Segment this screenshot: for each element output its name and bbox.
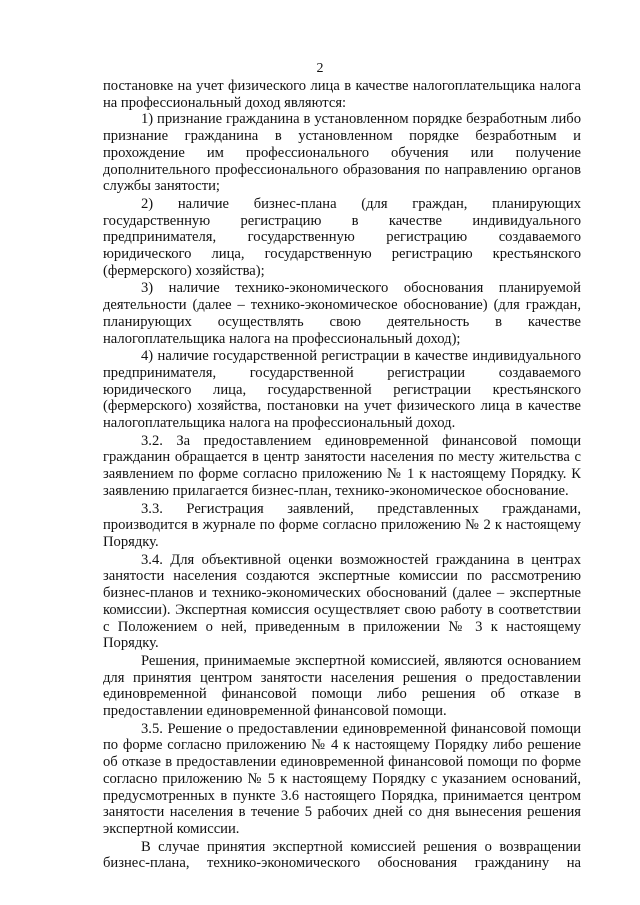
paragraph-3-5: 3.5. Решение о предоставлении единовременной финансовой помощи по форме согласно приложению № 4 к настоящему Порядку либо решение об отказе в предоставлении единовременной финансовой помощи по форме согласно приложению № 5 к настоящему Порядку с указанием оснований, предусмотренных в пункте 3.6 настоящего Порядка, принимается центром занятости населения в течение 5 рабочих дней со дня вынесения решения экспертной комиссии. bbox=[103, 720, 581, 837]
paragraph-3-2: 3.2. За предоставлением единовременной финансовой помощи гражданин обращается в центр занятости населения по месту жительства с заявлением по форме согласно приложению № 1 к настоящему Порядку. К заявлению прилагается бизнес-план, технико-экономическое обоснование. bbox=[103, 432, 581, 499]
paragraph-return-case: В случае принятия экспертной комиссией решения о возвращении бизнес-плана, технико-экономического обоснования гражданину на bbox=[103, 838, 581, 872]
paragraph-3-3: 3.3. Регистрация заявлений, представленных гражданами, производится в журнале по форме согласно приложению № 2 к настоящему Порядку. bbox=[103, 500, 581, 550]
document-body bbox=[103, 78, 581, 872]
paragraph-decisions: Решения, принимаемые экспертной комиссией, являются основанием для принятия центром занятости населения решения о предоставлении единовременной финансовой помощи либо решения об отказе в предоставлении единовременной финансовой помощи. bbox=[103, 652, 581, 720]
paragraph-intro: постановке на учет физического лица в качестве налогоплательщика налога на профессиональный доход являются: bbox=[103, 78, 581, 111]
paragraph-item-3: 3) наличие технико-экономического обоснования планируемой деятельности (далее – технико-экономическое обоснование) (для граждан, планирующих осуществлять свою деятельность в качестве налогоплательщика налога на профессиональный доход); bbox=[103, 280, 581, 347]
page-number: 2 bbox=[316, 61, 324, 76]
paragraph-3-4: 3.4. Для объективной оценки возможностей гражданина в центрах занятости населения создаются экспертные комиссии по рассмотрению бизнес-планов и технико-экономических обоснований (далее – экспертные комиссии). Экспертная комиссия осуществляет свою работу в соответствии с Положением о ней, приведенным в приложении № 3 к настоящему Порядку. bbox=[103, 551, 581, 652]
paragraph-item-4: 4) наличие государственной регистрации в качестве индивидуального предпринимателя, государственной регистрации создаваемого юридического лица, государственной регистрации крестьянского (фермерского) хозяйства, постановки на учет физического лица в качестве налогоплательщика налога на профессиональный доход. bbox=[103, 348, 581, 432]
paragraph-item-1: 1) признание гражданина в установленном порядке безработным либо признание гражданина в установленном порядке безработным и прохождение им профессионального обучения или получение дополнительного профессионального образования по направлению органов службы занятости; bbox=[103, 111, 581, 195]
paragraph-item-2: 2) наличие бизнес-плана (для граждан, планирующих государственную регистрацию в качестве индивидуального предпринимателя, государственную регистрацию создаваемого юридического лица, государственную регистрацию крестьянского (фермерского) хозяйства); bbox=[103, 195, 581, 279]
